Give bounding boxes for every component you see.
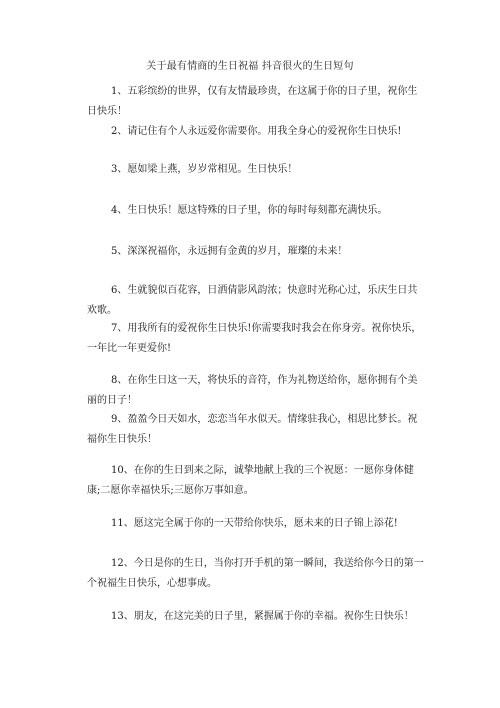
blessing-paragraph-1: 1、五彩缤纷的世界，仅有友情最珍贵，在这属于你的日子里，祝你生日快乐！ xyxy=(87,86,418,117)
blessing-paragraph-2: 2、请记住有个人永远爱你需要你。用我全身心的爱祝你生日快乐! xyxy=(111,126,402,137)
blessing-paragraph-7: 7、用我所有的爱祝你生日快乐!你需要我时我会在你身旁。祝你快乐，一年比一年更爱你! xyxy=(87,323,422,354)
blessing-paragraph-13: 13、朋友，在这完美的日子里，紧握属于你的幸福。祝你生日快乐！ xyxy=(111,611,414,622)
blessing-paragraph-10: 10、在你的生日到来之际，诚挚地献上我的三个祝愿：一愿你身体健康;二愿你幸福快乐;三愿你万事如意。 xyxy=(87,465,414,496)
blessing-paragraph-8: 8、在你生日这一天，将快乐的音符，作为礼物送给你，愿你拥有个美丽的日子！ xyxy=(87,375,418,406)
blessing-paragraph-12: 12、今日是你的生日，当你打开手机的第一瞬间，我送给你今日的第一个祝福生日快乐，心想事成。 xyxy=(87,558,424,589)
blessing-paragraph-6: 6、生就貌似百花容，日洒倩影风韵浓；快意时光称心过，乐庆生日共欢歌。 xyxy=(87,285,418,316)
blessing-paragraph-9: 9、盈盈今日天如水，恋恋当年水似天。情缘驻我心，相思比梦长。祝福你生日快乐！ xyxy=(87,414,418,445)
blessing-paragraph-5: 5、深深祝福你，永远拥有金黄的岁月，璀璨的未来！ xyxy=(111,246,348,257)
blessing-paragraph-3: 3、愿如梁上燕，岁岁常相见。生日快乐！ xyxy=(111,164,298,175)
blessing-paragraph-4: 4、生日快乐！愿这特殊的日子里，你的每时每刻都充满快乐。 xyxy=(111,205,388,216)
blessing-paragraph-11: 11、愿这完全属于你的一天带给你快乐，愿未来的日子锦上添花! xyxy=(111,518,398,529)
document-title: 关于最有情商的生日祝福 抖音很火的生日短句 xyxy=(146,61,354,72)
